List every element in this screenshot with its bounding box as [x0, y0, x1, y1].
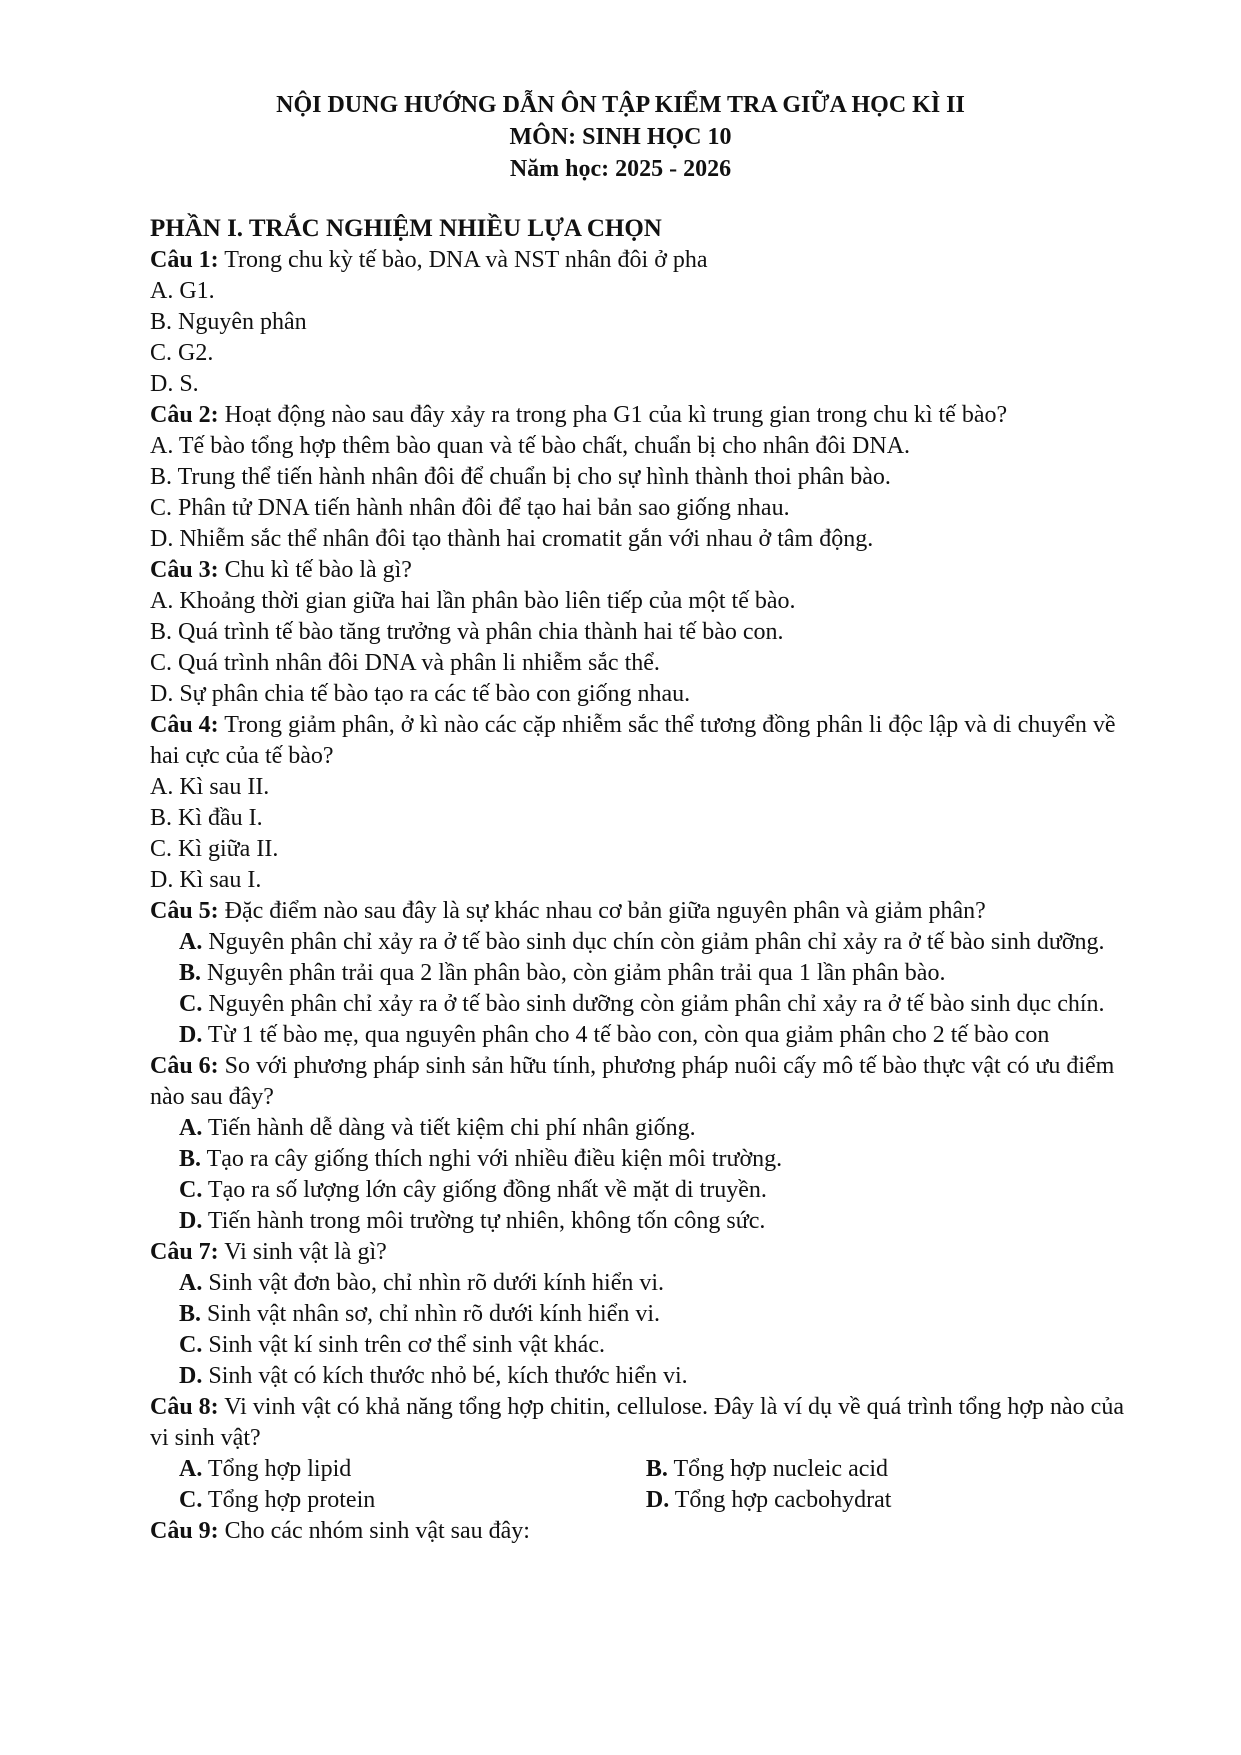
document-title: NỘI DUNG HƯỚNG DẪN ÔN TẬP KIỂM TRA GIỮA HỌC KÌ II [276, 92, 965, 118]
option-key: C. [179, 1177, 203, 1203]
option-b: B. Trung thể tiến hành nhân đôi để chuẩn bị cho sự hình thành thoi phân bào. [150, 464, 891, 490]
option-text: Sinh vật nhân sơ, chỉ nhìn rõ dưới kính hiển vi. [201, 1301, 661, 1327]
option-a: A. Khoảng thời gian giữa hai lần phân bào liên tiếp của một tế bào. [150, 588, 796, 614]
question-6 [150, 1051, 1140, 1113]
question-text: So với phương pháp sinh sản hữu tính, phương pháp nuôi cấy mô tế bào thực vật có ưu điểm nào sau đây? [150, 1053, 1115, 1110]
option-text: Sinh vật đơn bào, chỉ nhìn rõ dưới kính hiển vi. [202, 1270, 665, 1296]
option-key: A. [179, 929, 203, 955]
option-text: Sinh vật kí sinh trên cơ thể sinh vật khác. [202, 1332, 605, 1358]
option-key: D. [179, 1208, 203, 1234]
option-d [150, 1206, 1140, 1237]
option-key: C. [179, 1332, 203, 1358]
option-c [150, 1330, 1140, 1361]
option-key: D. [179, 1022, 203, 1048]
option-key: B. [179, 1146, 202, 1172]
question-label: Câu 2: [150, 402, 219, 428]
option-d [646, 1485, 1140, 1516]
option-a [150, 1454, 646, 1485]
option-key: B. [179, 960, 202, 986]
question-text: Trong giảm phân, ở kì nào các cặp nhiễm sắc thể tương đồng phân li độc lập và di chuyển về hai cực của tế bào? [150, 712, 1116, 769]
question-5 [150, 896, 1140, 927]
option-key: B. [179, 1301, 202, 1327]
question-label: Câu 5: [150, 898, 219, 924]
option-text: Tổng hợp nucleic acid [667, 1456, 889, 1482]
option-a [150, 1113, 1140, 1144]
option-text: Nguyên phân trải qua 2 lần phân bào, còn giảm phân trải qua 1 lần phân bào. [201, 960, 946, 986]
question-label: Câu 6: [150, 1053, 219, 1079]
subject-line: MÔN: SINH HỌC 10 [509, 124, 732, 150]
question-label: Câu 7: [150, 1239, 219, 1265]
option-d: D. Sự phân chia tế bào tạo ra các tế bào con giống nhau. [150, 681, 691, 707]
section-title: PHẦN I. TRẮC NGHIỆM NHIỀU LỰA CHỌN [150, 215, 662, 242]
option-c: C. G2. [150, 340, 214, 366]
option-key: D. [179, 1363, 203, 1389]
school-year-line: Năm học: 2025 - 2026 [509, 156, 732, 182]
question-1 [150, 245, 1140, 276]
options-row [150, 1485, 1140, 1516]
option-key: A. [179, 1115, 203, 1141]
option-b: B. Kì đầu I. [150, 805, 263, 831]
option-c: C. Phân tử DNA tiến hành nhân đôi để tạo hai bản sao giống nhau. [150, 495, 790, 521]
option-a: A. Kì sau II. [150, 774, 270, 800]
option-text: Tạo ra cây giống thích nghi với nhiều điều kiện môi trường. [201, 1146, 783, 1172]
question-text: Chu kì tế bào là gì? [218, 557, 412, 583]
option-text: Tiến hành trong môi trường tự nhiên, không tốn công sức. [202, 1208, 766, 1234]
question-text: Cho các nhóm sinh vật sau đây: [218, 1518, 530, 1544]
question-8 [150, 1392, 1140, 1454]
question-9 [150, 1516, 1140, 1547]
question-2 [150, 400, 1140, 431]
option-a [150, 1268, 1140, 1299]
question-text: Vi vinh vật có khả năng tổng hợp chitin, cellulose. Đây là ví dụ về quá trình tổng hợp nào của vi sinh vật? [150, 1394, 1124, 1451]
question-label: Câu 4: [150, 712, 219, 738]
option-text: Tổng hợp cacbohydrat [669, 1487, 892, 1513]
option-b [646, 1454, 1140, 1485]
option-text: Tiến hành dễ dàng và tiết kiệm chi phí nhân giống. [202, 1115, 696, 1141]
option-b: B. Quá trình tế bào tăng trưởng và phân chia thành hai tế bào con. [150, 619, 784, 645]
question-label: Câu 1: [150, 247, 219, 273]
question-label: Câu 8: [150, 1394, 219, 1420]
option-text: Nguyên phân chỉ xảy ra ở tế bào sinh dưỡng còn giảm phân chỉ xảy ra ở tế bào sinh dục chín. [202, 991, 1105, 1017]
option-text: Tổng hợp lipid [202, 1456, 352, 1482]
question-label: Câu 9: [150, 1518, 219, 1544]
option-key: D. [645, 1487, 670, 1513]
question-text: Đặc điểm nào sau đây là sự khác nhau cơ bản giữa nguyên phân và giảm phân? [218, 898, 986, 924]
option-key: C. [179, 1487, 203, 1513]
option-key: B. [645, 1456, 668, 1482]
option-c: C. Quá trình nhân đôi DNA và phân li nhiễm sắc thể. [150, 650, 660, 676]
question-7 [150, 1237, 1140, 1268]
question-label: Câu 3: [150, 557, 219, 583]
option-text: Tạo ra số lượng lớn cây giống đồng nhất về mặt di truyền. [202, 1177, 767, 1203]
option-b [150, 958, 1140, 989]
document-header [0, 89, 1241, 185]
option-key: A. [179, 1270, 203, 1296]
option-text: Sinh vật có kích thước nhỏ bé, kích thước hiển vi. [202, 1363, 688, 1389]
option-a [150, 927, 1140, 958]
option-c [150, 1175, 1140, 1206]
question-text: Hoạt động nào sau đây xảy ra trong pha G1 của kì trung gian trong chu kì tế bào? [218, 402, 1008, 428]
option-d: D. Kì sau I. [150, 867, 262, 893]
option-c [150, 989, 1140, 1020]
question-3 [150, 555, 1140, 586]
options-row [150, 1454, 1140, 1485]
option-d: D. S. [150, 371, 199, 397]
option-text: Nguyên phân chỉ xảy ra ở tế bào sinh dục chín còn giảm phân chỉ xảy ra ở tế bào sinh dưỡng. [202, 929, 1105, 955]
option-a: A. G1. [150, 278, 215, 304]
question-4 [150, 710, 1140, 772]
option-c: C. Kì giữa II. [150, 836, 279, 862]
document-body [150, 213, 1140, 1547]
option-b [150, 1144, 1140, 1175]
option-d [150, 1361, 1140, 1392]
option-d: D. Nhiễm sắc thể nhân đôi tạo thành hai cromatit gắn với nhau ở tâm động. [150, 526, 874, 552]
option-a: A. Tế bào tổng hợp thêm bào quan và tế bào chất, chuẩn bị cho nhân đôi DNA. [150, 433, 911, 459]
option-key: C. [179, 991, 203, 1017]
option-text: Từ 1 tế bào mẹ, qua nguyên phân cho 4 tế bào con, còn qua giảm phân cho 2 tế bào con [202, 1022, 1050, 1048]
option-d [150, 1020, 1140, 1051]
option-text: Tổng hợp protein [202, 1487, 376, 1513]
option-b [150, 1299, 1140, 1330]
option-key: A. [179, 1456, 203, 1482]
question-text: Vi sinh vật là gì? [218, 1239, 387, 1265]
option-c [150, 1485, 646, 1516]
option-b: B. Nguyên phân [150, 309, 307, 335]
question-text: Trong chu kỳ tế bào, DNA và NST nhân đôi ở pha [218, 247, 708, 273]
